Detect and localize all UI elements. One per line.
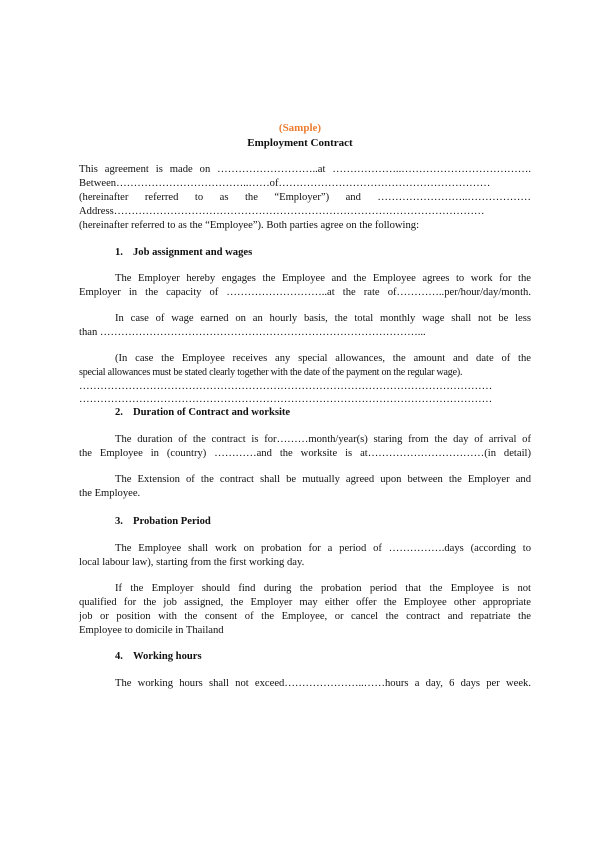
fill-in-line: ……………………………………………………………………………………………………… bbox=[79, 381, 493, 392]
paragraph-line: the Employee. bbox=[79, 488, 141, 499]
section-number: 4. bbox=[115, 651, 123, 662]
paragraph-line: The Employer hereby engages the Employee and the Employee agrees to work for the bbox=[115, 273, 531, 284]
section-number: 3. bbox=[115, 516, 123, 527]
paragraph-line: than ………………………………………………………………………………... bbox=[79, 327, 426, 338]
intro-line-address: Address…………………………………………………………………………………………… bbox=[79, 206, 485, 217]
section-number: 2. bbox=[115, 407, 123, 418]
section-title: Job assignment and wages bbox=[133, 247, 253, 258]
paragraph-line: special allowances must be stated clearly together with the date of the payment on the regular wage). bbox=[79, 367, 463, 378]
section-title: Probation Period bbox=[133, 516, 211, 527]
paragraph-line: job or position with the consent of the Employee, or cancel the contract and repatriate the bbox=[79, 611, 531, 622]
paragraph-line: The Employee shall work on probation for a period of …………….days (according to bbox=[115, 543, 531, 554]
paragraph-line: The working hours shall not exceed…………………..……hours a day, 6 days per week. bbox=[115, 678, 531, 689]
document-title: Employment Contract bbox=[247, 137, 353, 149]
paragraph-line: Employee to domicile in Thailand bbox=[79, 625, 224, 636]
paragraph-line: the Employee in (country) …………and the worksite is at……………………………(in detail) bbox=[79, 448, 531, 459]
section-heading-duration bbox=[115, 406, 290, 420]
section-heading-probation bbox=[115, 515, 211, 529]
section-heading-job-assignment bbox=[115, 246, 252, 260]
paragraph-line: qualified for the job assigned, the Employer may either offer the Employee other appropriate bbox=[79, 597, 531, 608]
sample-label: (Sample) bbox=[278, 122, 322, 134]
intro-line-employee: (hereinafter referred to as the “Employee”). Both parties agree on the following: bbox=[79, 220, 420, 231]
paragraph-line: In case of wage earned on an hourly basis, the total monthly wage shall not be less bbox=[115, 313, 531, 324]
section-title: Duration of Contract and worksite bbox=[133, 407, 291, 418]
section-number: 1. bbox=[115, 247, 123, 258]
paragraph-line: The Extension of the contract shall be mutually agreed upon between the Employer and bbox=[115, 474, 531, 485]
paragraph-line: If the Employer should find during the probation period that the Employee is not bbox=[115, 583, 531, 594]
section-title: Working hours bbox=[133, 651, 202, 662]
fill-in-line: ……………………………………………………………………………………………………… bbox=[79, 394, 493, 405]
intro-line-between: Between………………………………..……of…………………………………………………… bbox=[79, 178, 491, 189]
paragraph-line: The duration of the contract is for………month/year(s) staring from the day of arrival of bbox=[115, 434, 531, 445]
paragraph-line: local labour law), starting from the first working day. bbox=[79, 557, 305, 568]
intro-line-agreement: This agreement is made on ………………………..at ………………..………………………………. bbox=[79, 164, 531, 175]
paragraph-line: (In case the Employee receives any special allowances, the amount and date of the bbox=[115, 353, 531, 364]
intro-line-employer: (hereinafter referred to as the “Employer”) and ……………………..……………… bbox=[79, 192, 531, 203]
paragraph-line: Employer in the capacity of ………………………..at the rate of…………..per/hour/day/month. bbox=[79, 287, 531, 298]
section-heading-working-hours bbox=[115, 650, 202, 664]
